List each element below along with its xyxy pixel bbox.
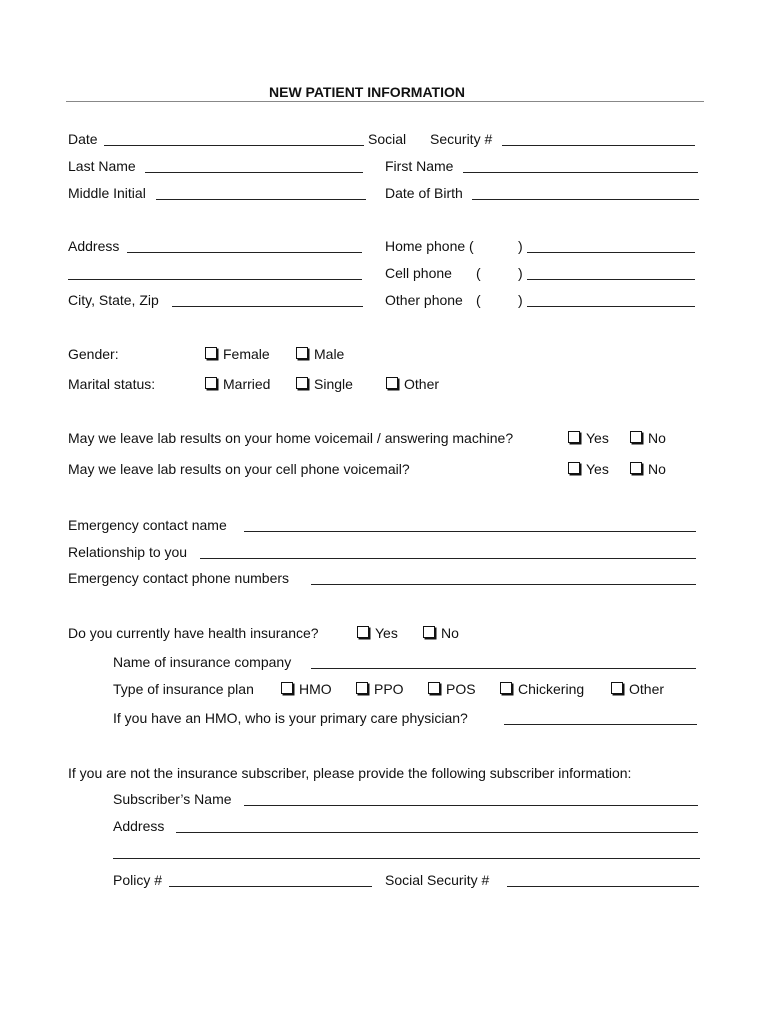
home-phone-label: Home phone (: [385, 238, 474, 254]
address-label: Address: [68, 238, 120, 254]
gender-male-label: Male: [314, 346, 345, 362]
address-field-2[interactable]: [68, 279, 362, 280]
plan-hmo-label: HMO: [299, 681, 332, 697]
plan-other-option[interactable]: [611, 681, 664, 697]
emergency-name-field[interactable]: [244, 531, 696, 532]
cell-phone-paren-close: ): [518, 265, 523, 281]
plan-other-label: Other: [629, 681, 665, 697]
relationship-field[interactable]: [200, 558, 696, 559]
checkbox-icon[interactable]: [205, 347, 217, 359]
city-state-zip-field[interactable]: [172, 306, 363, 307]
page-title: NEW PATIENT INFORMATION: [269, 84, 465, 100]
checkbox-icon[interactable]: [568, 462, 580, 474]
cell-phone-paren-open: (: [476, 265, 481, 281]
lab-cell-no-label: No: [648, 461, 666, 477]
gender-female-label: Female: [223, 346, 270, 362]
checkbox-icon[interactable]: [423, 626, 435, 638]
lab-cell-yes-option[interactable]: [568, 461, 609, 477]
home-phone-field[interactable]: [527, 252, 695, 253]
subscriber-name-label: Subscriber’s Name: [113, 791, 232, 807]
checkbox-icon[interactable]: [205, 377, 217, 389]
insurance-question: Do you currently have health insurance?: [68, 625, 319, 641]
pcp-label: If you have an HMO, who is your primary care physician?: [113, 710, 468, 726]
gender-male-option[interactable]: [296, 346, 344, 362]
marital-married-label: Married: [223, 376, 271, 392]
cell-phone-field[interactable]: [527, 279, 695, 280]
insurance-no-label: No: [441, 625, 459, 641]
lab-home-yes-label: Yes: [586, 430, 609, 446]
dob-label: Date of Birth: [385, 185, 463, 201]
marital-single-label: Single: [314, 376, 353, 392]
marital-label: Marital status:: [68, 376, 156, 392]
other-phone-paren-close: ): [518, 292, 523, 308]
marital-single-option[interactable]: [296, 376, 353, 392]
plan-pos-option[interactable]: [428, 681, 476, 697]
other-phone-label: Other phone: [385, 292, 463, 308]
subscriber-name-field[interactable]: [244, 805, 698, 806]
insurance-yes-option[interactable]: [357, 625, 398, 641]
checkbox-icon[interactable]: [281, 682, 293, 694]
checkbox-icon[interactable]: [356, 682, 368, 694]
last-name-label: Last Name: [68, 158, 136, 174]
date-label: Date: [68, 131, 98, 147]
policy-label: Policy #: [113, 872, 163, 888]
marital-other-option[interactable]: [386, 376, 439, 392]
other-phone-field[interactable]: [527, 306, 695, 307]
checkbox-icon[interactable]: [296, 347, 308, 359]
lab-cell-question: May we leave lab results on your cell phone voicemail?: [68, 461, 410, 477]
lab-cell-no-option[interactable]: [630, 461, 666, 477]
checkbox-icon[interactable]: [630, 462, 642, 474]
gender-female-option[interactable]: [205, 346, 270, 362]
marital-married-option[interactable]: [205, 376, 270, 392]
pcp-field[interactable]: [504, 724, 697, 725]
insurance-no-option[interactable]: [423, 625, 459, 641]
middle-initial-field[interactable]: [156, 199, 366, 200]
plan-ppo-option[interactable]: [356, 681, 404, 697]
subscriber-address-field-1[interactable]: [176, 832, 698, 833]
dob-field[interactable]: [472, 199, 699, 200]
first-name-field[interactable]: [463, 172, 698, 173]
gender-label: Gender:: [68, 346, 119, 362]
lab-home-no-label: No: [648, 430, 666, 446]
lab-home-no-option[interactable]: [630, 430, 666, 446]
social-label: Social: [368, 131, 407, 147]
emergency-phones-label: Emergency contact phone numbers: [68, 570, 290, 586]
date-field[interactable]: [104, 145, 364, 146]
title-rule: [66, 101, 704, 102]
address-field-1[interactable]: [127, 252, 362, 253]
checkbox-icon[interactable]: [296, 377, 308, 389]
first-name-label: First Name: [385, 158, 454, 174]
plan-chickering-label: Chickering: [518, 681, 585, 697]
marital-other-label: Other: [404, 376, 440, 392]
checkbox-icon[interactable]: [611, 682, 623, 694]
security-label: Security #: [430, 131, 493, 147]
policy-field[interactable]: [169, 886, 372, 887]
subscriber-ssn-field[interactable]: [507, 886, 699, 887]
other-phone-paren-open: (: [476, 292, 481, 308]
home-phone-paren: ): [518, 238, 523, 254]
plan-chickering-option[interactable]: [500, 681, 584, 697]
lab-cell-yes-label: Yes: [586, 461, 609, 477]
emergency-name-label: Emergency contact name: [68, 517, 227, 533]
subscriber-address-field-2[interactable]: [113, 858, 700, 859]
relationship-label: Relationship to you: [68, 544, 188, 560]
checkbox-icon[interactable]: [386, 377, 398, 389]
subscriber-intro: If you are not the insurance subscriber, please provide the following subscriber information:: [68, 765, 632, 781]
last-name-field[interactable]: [145, 172, 363, 173]
emergency-phones-field[interactable]: [311, 584, 696, 585]
checkbox-icon[interactable]: [500, 682, 512, 694]
plan-ppo-label: PPO: [374, 681, 404, 697]
checkbox-icon[interactable]: [630, 431, 642, 443]
insurance-company-field[interactable]: [311, 668, 696, 669]
middle-initial-label: Middle Initial: [68, 185, 146, 201]
plan-hmo-option[interactable]: [281, 681, 332, 697]
city-state-zip-label: City, State, Zip: [68, 292, 159, 308]
plan-pos-label: POS: [446, 681, 476, 697]
subscriber-ssn-label: Social Security #: [385, 872, 490, 888]
lab-home-yes-option[interactable]: [568, 430, 609, 446]
insurance-company-label: Name of insurance company: [113, 654, 292, 670]
insurance-yes-label: Yes: [375, 625, 398, 641]
checkbox-icon[interactable]: [357, 626, 369, 638]
checkbox-icon[interactable]: [568, 431, 580, 443]
plan-type-label: Type of insurance plan: [113, 681, 254, 697]
ssn-field[interactable]: [502, 145, 695, 146]
lab-home-question: May we leave lab results on your home voicemail / answering machine?: [68, 430, 514, 446]
cell-phone-label: Cell phone: [385, 265, 452, 281]
subscriber-address-label: Address: [113, 818, 165, 834]
checkbox-icon[interactable]: [428, 682, 440, 694]
